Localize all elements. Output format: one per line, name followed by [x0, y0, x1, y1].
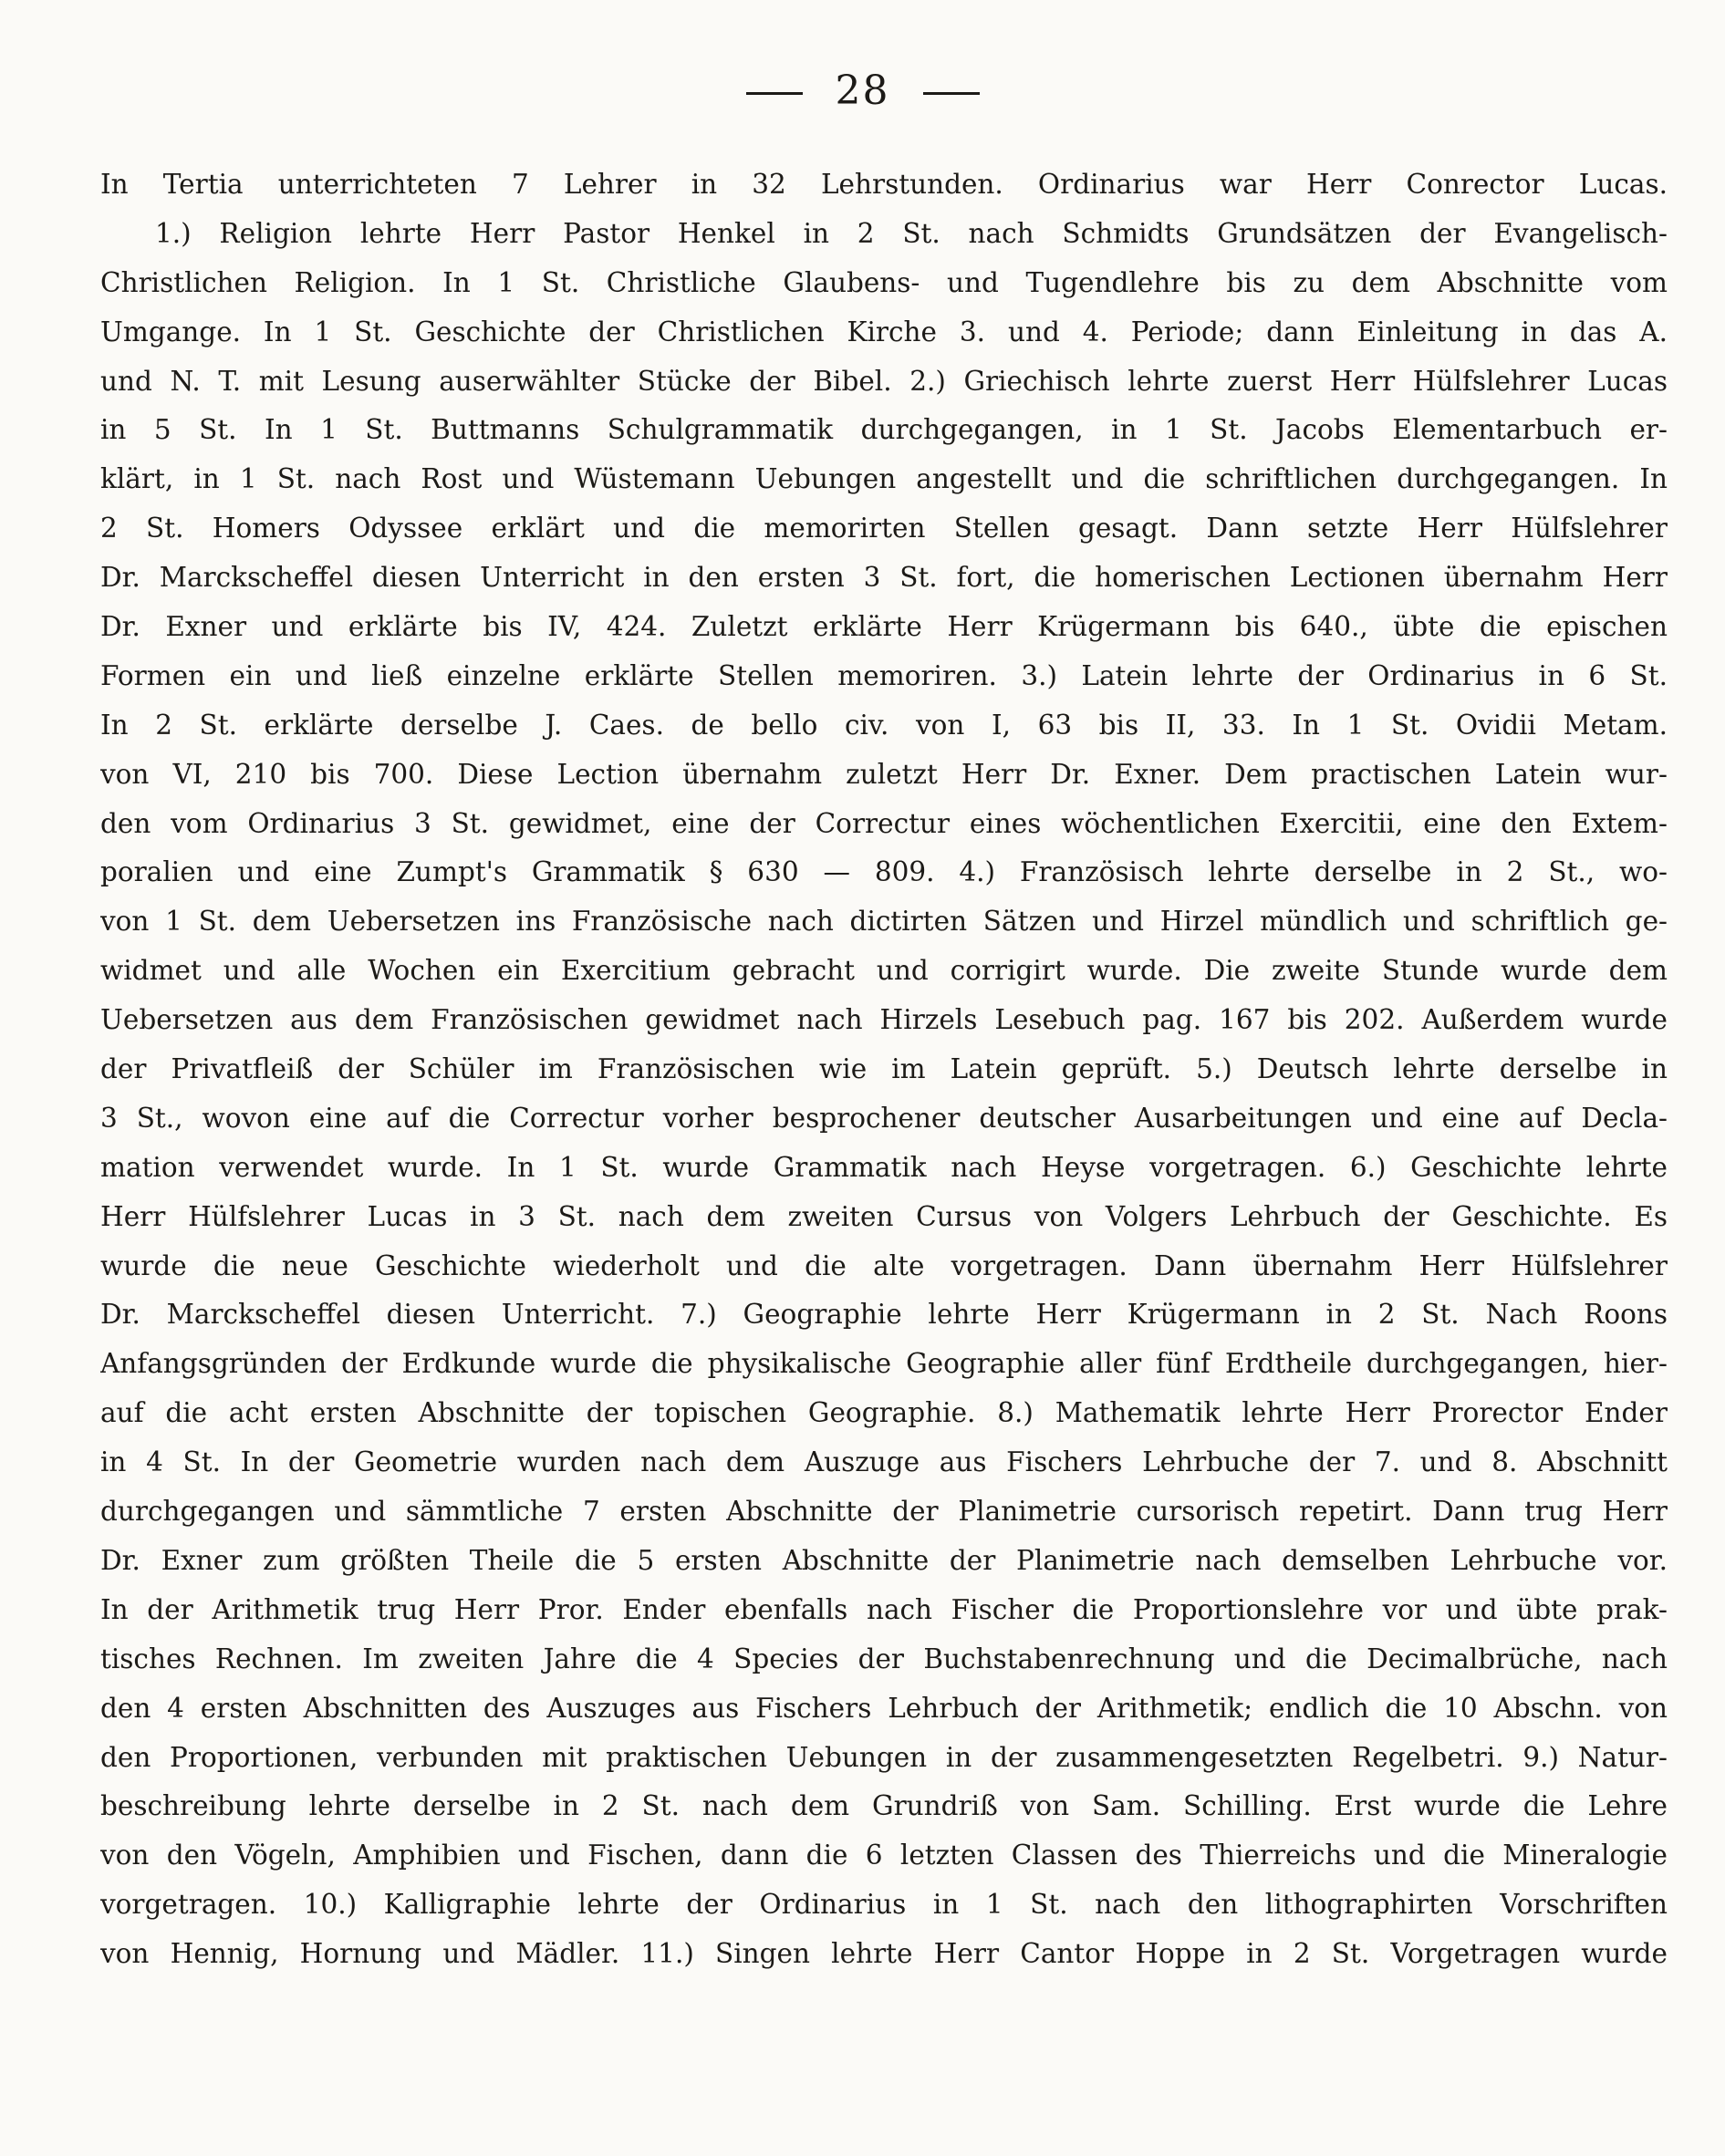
text-line: den Proportionen, verbunden mit praktischen Uebungen in der zusammengesetzten Regelbetri. 9.) Natur- [100, 1741, 1668, 1773]
text-line: 1.) Religion lehrte Herr Pastor Henkel in 2 St. nach Schmidts Grundsätzen der Evangelisch- [155, 217, 1668, 249]
header-dash-right [923, 92, 980, 95]
text-line: von 1 St. dem Uebersetzen ins Französische nach dictirten Sätzen und Hirzel mündlich und schriftlich ge- [100, 906, 1668, 938]
text-line: 2 St. Homers Odyssee erklärt und die memorirten Stellen gesagt. Dann setzte Herr Hülfslehrer [100, 513, 1668, 544]
text-line: klärt, in 1 St. nach Rost und Wüstemann Uebungen angestellt und die schriftlichen durchgegangen. In [100, 463, 1668, 495]
text-line: durchgegangen und sämmtliche 7 ersten Abschnitte der Planimetrie cursorisch repetirt. Dann trug Herr [100, 1496, 1668, 1528]
text-line: Dr. Exner und erklärte bis IV, 424. Zuletzt erklärte Herr Krügermann bis 640., übte die epischen [100, 611, 1668, 643]
text-line: Formen ein und ließ einzelne erklärte Stellen memoriren. 3.) Latein lehrte der Ordinarius in 6 St. [100, 659, 1668, 691]
text-line: Dr. Exner zum größten Theile die 5 ersten Abschnitte der Planimetrie nach demselben Lehrbuche vor. [100, 1544, 1668, 1576]
text-line: in 4 St. In der Geometrie wurden nach dem Auszuge aus Fischers Lehrbuche der 7. und 8. Abschnitt [100, 1446, 1668, 1478]
text-line: von Hennig, Hornung und Mädler. 11.) Singen lehrte Herr Cantor Hoppe in 2 St. Vorgetragen wurde [100, 1938, 1668, 1970]
text-line: In Tertia unterrichteten 7 Lehrer in 32 Lehrstunden. Ordinarius war Herr Conrector Lucas. [100, 169, 1668, 200]
text-line: Umgange. In 1 St. Geschichte der Christlichen Kirche 3. und 4. Periode; dann Einleitung in das A. [100, 316, 1668, 347]
text-line: Dr. Marckscheffel diesen Unterricht in den ersten 3 St. fort, die homerischen Lectionen übernahm Herr [100, 562, 1668, 594]
text-line: Herr Hülfslehrer Lucas in 3 St. nach dem zweiten Cursus von Volgers Lehrbuch der Geschichte. Es [100, 1200, 1668, 1232]
text-line: beschreibung lehrte derselbe in 2 St. nach dem Grundriß von Sam. Schilling. Erst wurde die Lehre [100, 1790, 1668, 1822]
text-line: In der Arithmetik trug Herr Pror. Ender ebenfalls nach Fischer die Proportionslehre vor und übte prak- [100, 1593, 1668, 1625]
text-line: von den Vögeln, Amphibien und Fischen, dann die 6 letzten Classen des Thierreichs und die Mineralogie [100, 1840, 1668, 1871]
text-line: in 5 St. In 1 St. Buttmanns Schulgrammatik durchgegangen, in 1 St. Jacobs Elementarbuch er- [100, 414, 1668, 446]
text-line: von VI, 210 bis 700. Diese Lection übernahm zuletzt Herr Dr. Exner. Dem practischen Latein wur- [100, 758, 1668, 790]
text-line: den vom Ordinarius 3 St. gewidmet, eine der Correctur eines wöchentlichen Exercitii, eine den Extem- [100, 807, 1668, 839]
text-line: und N. T. mit Lesung auserwählter Stücke der Bibel. 2.) Griechisch lehrte zuerst Herr Hülfslehrer Lucas [100, 365, 1668, 397]
header-dash-left [746, 92, 803, 95]
text-line: In 2 St. erklärte derselbe J. Caes. de bello civ. von I, 63 bis II, 33. In 1 St. Ovidii Metam. [100, 709, 1668, 741]
text-line: widmet und alle Wochen ein Exercitium gebracht und corrigirt wurde. Die zweite Stunde wurde dem [100, 955, 1668, 987]
text-line: auf die acht ersten Abschnitte der topischen Geographie. 8.) Mathematik lehrte Herr Prorector Ender [100, 1397, 1668, 1429]
text-line: mation verwendet wurde. In 1 St. wurde Grammatik nach Heyse vorgetragen. 6.) Geschichte lehrte [100, 1151, 1668, 1183]
text-line: vorgetragen. 10.) Kalligraphie lehrte der Ordinarius in 1 St. nach den lithographirten Vorschriften [100, 1889, 1668, 1921]
text-line: tisches Rechnen. Im zweiten Jahre die 4 Species der Buchstabenrechnung und die Decimalbrüche, nach [100, 1643, 1668, 1674]
body-text [100, 161, 1668, 1979]
text-line: den 4 ersten Abschnitten des Auszuges aus Fischers Lehrbuch der Arithmetik; endlich die 10 Abschn. von [100, 1692, 1668, 1724]
text-line: der Privatfleiß der Schüler im Französischen wie im Latein geprüft. 5.) Deutsch lehrte derselbe in [100, 1053, 1668, 1085]
text-line: Anfangsgründen der Erdkunde wurde die physikalische Geographie aller fünf Erdtheile durchgegangen, hier- [100, 1348, 1668, 1380]
page-number: 28 [835, 67, 890, 114]
text-line: Christlichen Religion. In 1 St. Christliche Glaubens- und Tugendlehre bis zu dem Abschnitte vom [100, 266, 1668, 298]
text-line: poralien und eine Zumpt's Grammatik § 630 — 809. 4.) Französisch lehrte derselbe in 2 St., wo- [100, 856, 1668, 888]
text-line: wurde die neue Geschichte wiederholt und die alte vorgetragen. Dann übernahm Herr Hülfslehrer [100, 1249, 1668, 1281]
text-line: Dr. Marckscheffel diesen Unterricht. 7.) Geographie lehrte Herr Krügermann in 2 St. Nach Roons [100, 1299, 1668, 1331]
page-header [0, 62, 1725, 120]
text-line: 3 St., wovon eine auf die Correctur vorher besprochener deutscher Ausarbeitungen und eine auf Decla- [100, 1102, 1668, 1134]
text-line: Uebersetzen aus dem Französischen gewidmet nach Hirzels Lesebuch pag. 167 bis 202. Außerdem wurde [100, 1004, 1668, 1036]
